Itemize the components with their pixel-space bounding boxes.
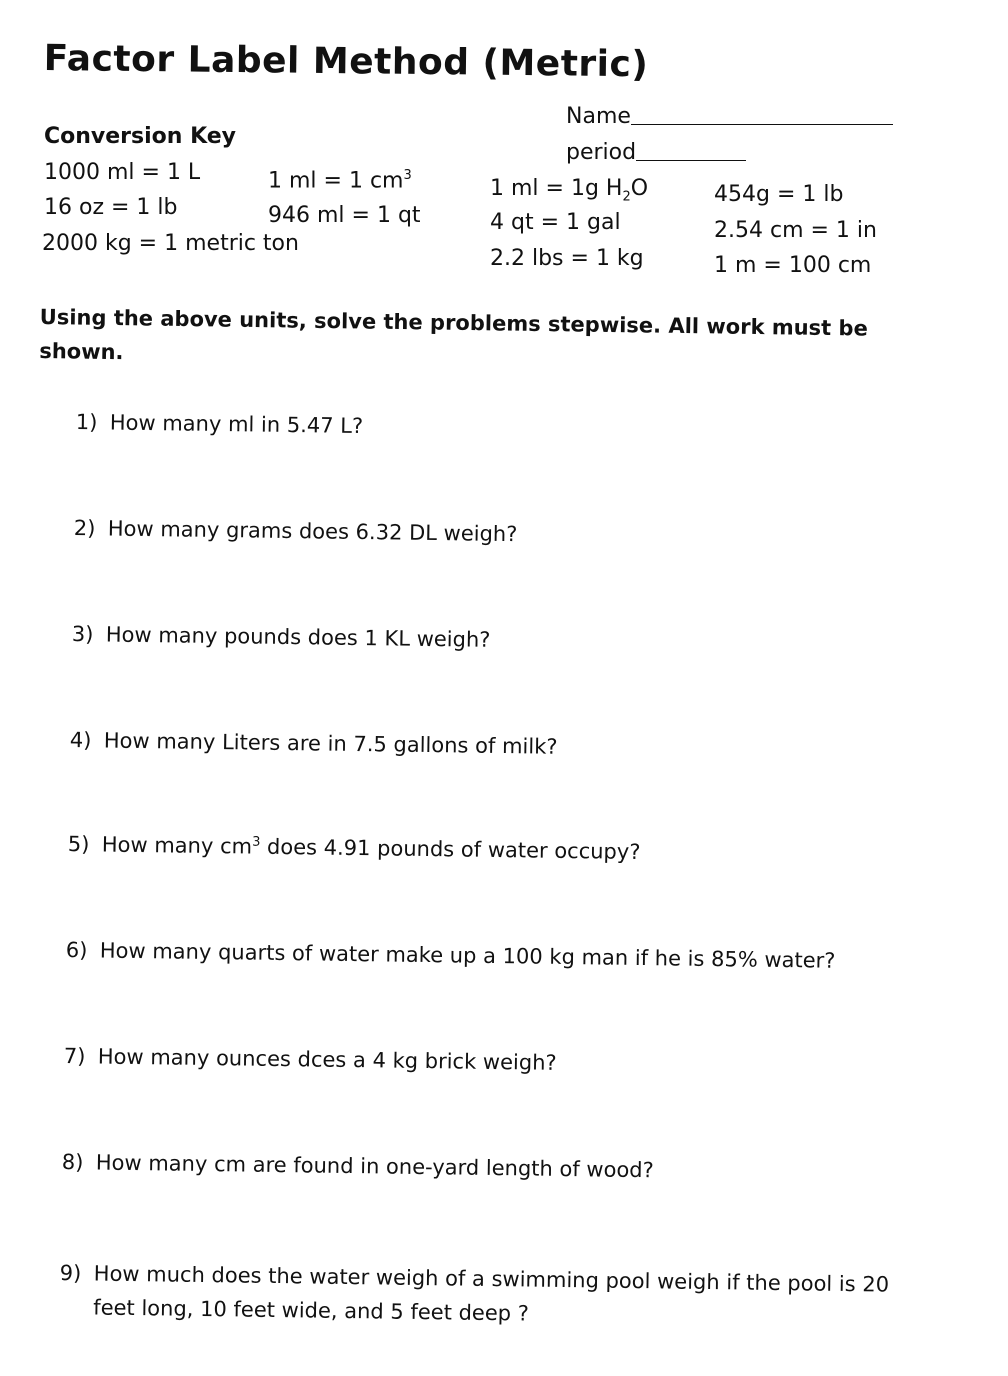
conversion-entry: 1 m = 100 cm xyxy=(714,253,872,278)
superscript: 3 xyxy=(403,168,412,183)
conversion-entry: 2.54 cm = 1 in xyxy=(714,218,877,243)
name-blank-line xyxy=(631,124,893,125)
question-9 xyxy=(59,1256,920,1336)
question-3 xyxy=(72,622,491,652)
subscript: 2 xyxy=(622,189,631,205)
instructions: Using the above units, solve the problems stepwise. All work must be shown. xyxy=(39,304,868,365)
question-number: 6) xyxy=(65,938,88,963)
question-number: 8) xyxy=(61,1150,84,1175)
question-6 xyxy=(66,938,836,973)
conversion-entry: 2.2 lbs = 1 kg xyxy=(490,246,644,271)
question-text: How many ml in 5.47 L? xyxy=(109,410,364,439)
conversion-entry: 16 oz = 1 lb xyxy=(44,195,178,220)
question-text: How many pounds does 1 KL weigh? xyxy=(105,622,491,652)
question-number: 5) xyxy=(67,832,90,857)
name-field xyxy=(566,104,893,129)
question-5 xyxy=(68,832,641,864)
conversion-entry: 454g = 1 lb xyxy=(714,182,844,207)
question-7 xyxy=(64,1044,557,1075)
conversion-entry xyxy=(490,176,648,204)
superscript: 3 xyxy=(252,834,261,850)
question-8 xyxy=(62,1150,654,1182)
question-text: does 4.91 pounds of water occupy? xyxy=(260,834,641,864)
period-field xyxy=(566,140,746,165)
conversion-entry: 946 ml = 1 qt xyxy=(268,203,421,228)
question-number: 7) xyxy=(63,1044,86,1069)
question-text: How many cm xyxy=(101,832,253,859)
conversion-entry: 1000 ml = 1 L xyxy=(44,160,201,185)
question-number: 3) xyxy=(71,622,94,647)
question-number: 9) xyxy=(59,1260,82,1286)
conversion-entry-text: 1 ml = 1g H xyxy=(490,176,623,201)
question-number: 4) xyxy=(69,728,92,753)
conversion-key-title: Conversion Key xyxy=(44,124,237,149)
question-text: How many ounces dces a 4 kg brick weigh? xyxy=(97,1044,557,1075)
question-text: How many cm are found in one-yard length of wood? xyxy=(95,1150,654,1183)
name-label: Name xyxy=(566,104,631,129)
question-2 xyxy=(74,516,518,546)
conversion-entry: 4 qt = 1 gal xyxy=(490,210,621,235)
period-blank-line xyxy=(636,160,746,161)
question-number: 2) xyxy=(73,516,96,541)
conversion-entry: 2000 kg = 1 metric ton xyxy=(42,231,299,256)
conversion-entry-suffix: O xyxy=(630,176,649,201)
question-1 xyxy=(76,410,364,438)
conversion-entry xyxy=(268,168,412,193)
period-label: period xyxy=(566,140,637,165)
question-text: How many grams does 6.32 DL weigh? xyxy=(107,516,518,547)
question-number: 1) xyxy=(75,410,98,435)
question-text: How many quarts of water make up a 100 kg man if he is 85% water? xyxy=(99,938,836,973)
conversion-entry-text: 1 ml = 1 cm xyxy=(268,168,404,194)
question-4 xyxy=(70,728,558,759)
question-text: How many Liters are in 7.5 gallons of milk? xyxy=(103,728,558,759)
question-text: How much does the water weigh of a swimming pool weigh if the pool is 20 feet long, 10 feet wide, and 5 feet deep ? xyxy=(93,1261,890,1326)
page-title: Factor Label Method (Metric) xyxy=(43,38,649,86)
